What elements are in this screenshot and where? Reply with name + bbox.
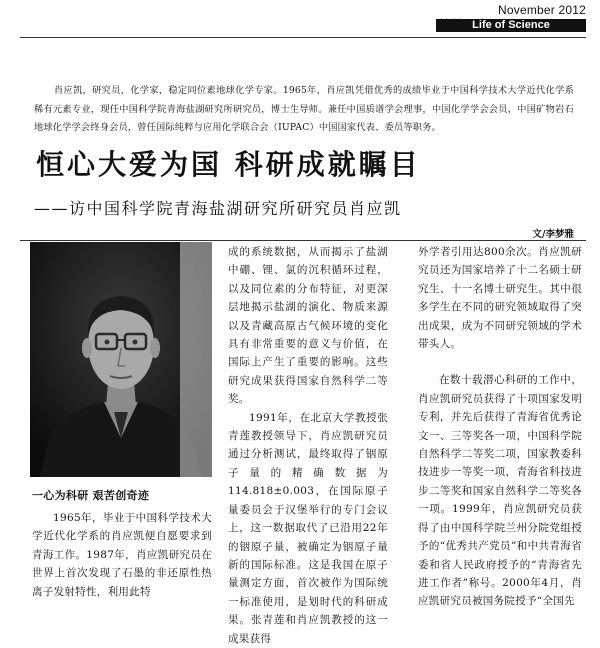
header-divider — [20, 37, 586, 38]
portrait-illustration — [30, 242, 212, 477]
magazine-header — [386, 3, 586, 37]
article-title: 恒心大爱为国 科研成就瞩目 — [36, 148, 421, 181]
body-paragraph: 1991年，在北京大学教授张青莲教授领导下，肖应凯研究员通过分析测试，最终取得了铟原子量的精确数据为114.818±0.003，在国际原子量委员会于汉堡举行的专门会议上，这一数据取代了已沿用22年的铟原子量，被确定为铟原子量新的国际标准。这是我国在原子量测定方面，首次被作为国际统一标准使用，是划时代的科研成果。张青莲和肖应凯教授的这一成果获得 — [228, 411, 388, 645]
portrait-photo — [30, 242, 212, 477]
body-column-1 — [32, 488, 212, 601]
body-column-3 — [418, 243, 582, 611]
section-heading: 一心为科研 艰苦创奇迹 — [32, 489, 150, 502]
byline: 文/李梦雅 — [532, 229, 574, 240]
body-paragraph: 在数十载潜心科研的工作中，肖应凯研究员获得了十项国家发明专利，并先后获得了青海省优秀论文一、三等奖各一项，中国科学院自然科学二等奖二项，国家教委科技进步一等奖一项，青海省科技进步二等奖和国家自然科学二等奖各一项。1999年，肖应凯研究员获得了由中国科学院兰州分院党组授予的“优秀共产党员”和中共青海省委和省人民政府授予的“青海省先进工作者”称号。2000年4月，肖应凯研究员被国务院授予“全国先 — [418, 374, 582, 608]
body-paragraph: 成的系统数据，从而揭示了盐湖中硼、锂、氯的沉积循环过程，以及同位素的分布特征，对更深层地揭示盐湖的演化、物质来源以及青藏高原古气候环境的变化具有非常重要的意义与价值，在国际上产生了重要的影响。这些研究成果获得国家自然科学二等奖。 — [228, 246, 388, 406]
magazine-name: Life of Science — [436, 19, 586, 32]
article-subtitle: ——访中国科学院青海盐湖研究所研究员肖应凯 — [34, 199, 402, 218]
body-paragraph: 外学者引用达800余次。肖应凯研究员还为国家培养了十二名硕士研究生、十一名博士研究生。其中很多学生在不同的研究领域取得了突出成果，成为不同研究领域的学术带头人。 — [418, 246, 582, 351]
body-column-2 — [228, 243, 388, 648]
intro-paragraph: 肖应凯，研究员，化学家，稳定同位素地球化学专家。1965年，肖应凯凭借优秀的成绩毕业于中国科学技术大学近代化学系稀有元素专业，现任中国科学院青海盐湖研究所研究员，博士生导师。兼任中国质谱学会理事，中国化学学会会员，中国矿物岩石地球化学学会终身会员，曾任国际纯粹与应用化学联合会（IUPAC）中国国家代表、委员等职务。 — [34, 85, 574, 134]
issue-date: November 2012 — [498, 3, 586, 17]
byline-divider — [20, 240, 586, 241]
body-paragraph: 1965年，毕业于中国科学技术大学近代化学系的肖应凯便自愿要求到青海工作。1987年，肖应凯研究员在世界上首次发现了石墨的非还原性热离子发射特性，利用此特 — [32, 512, 212, 598]
